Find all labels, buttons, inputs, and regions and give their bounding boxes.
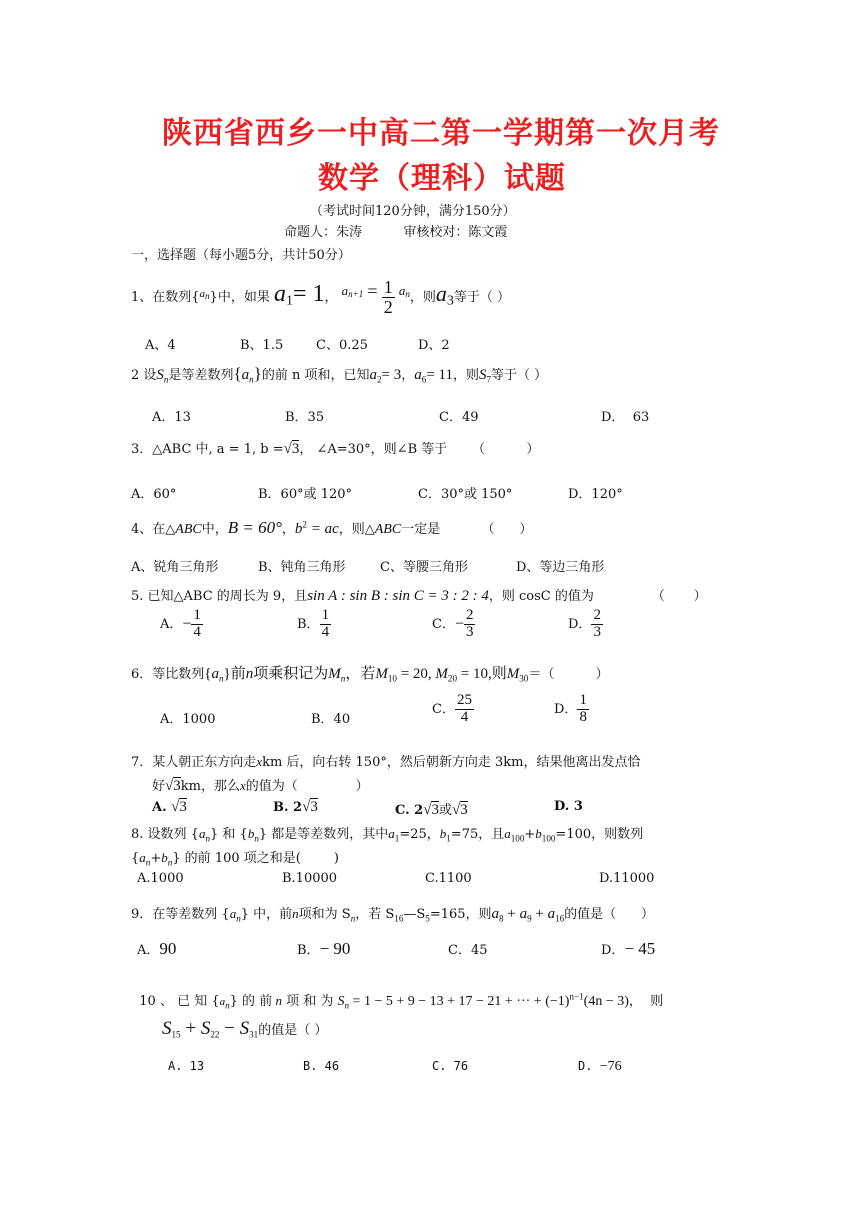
q2-text5: 等于（ ） bbox=[491, 368, 548, 383]
q5-text: 5. 已知△ABC 的周长为 9，且 bbox=[131, 589, 308, 604]
q10-option-b: B. 46 bbox=[303, 1059, 340, 1073]
q9-option-b: B．− 90 bbox=[297, 939, 351, 958]
q2-a2: a bbox=[369, 367, 377, 383]
q1-option-a: A、4 bbox=[145, 338, 176, 353]
q6-option-b: B．40 bbox=[311, 712, 351, 727]
q3-text1: ， ∠A=30°，则∠B 等于 （ ） bbox=[299, 442, 540, 457]
q4-option-d: D、等边三角形 bbox=[516, 560, 605, 575]
q1-an: a bbox=[398, 282, 406, 298]
q1-a3: a bbox=[435, 280, 447, 306]
q2-option-b: B．35 bbox=[285, 410, 325, 425]
q3-option-d: D．120° bbox=[568, 487, 623, 502]
question-7-line2: 好√3km，那么x的值为（ ） bbox=[152, 778, 369, 794]
q4-text: 4、在△ bbox=[131, 522, 176, 537]
question-2: 2 设$S_n$是等差数列$\{a_n\}$的前 n 项和，已知$a_2= 3$，$a_6= 11$，则$S_7$等于（ ） bbox=[131, 364, 548, 385]
q1-text2: }中，如果 bbox=[209, 289, 270, 305]
q3-option-a: A．60° bbox=[131, 487, 177, 502]
q6-text5: ＝（ ） bbox=[528, 667, 609, 682]
q1-a1-eq: = 1 bbox=[292, 280, 325, 307]
q4-text4: 一定是 （ ） bbox=[401, 522, 533, 537]
section-heading: 一，选择题（每小题5分，共计50分） bbox=[131, 248, 351, 263]
exam-info: （考试时间120分钟，满分150分） bbox=[310, 204, 516, 219]
question-1 bbox=[131, 278, 510, 317]
q2-an: a bbox=[241, 367, 250, 383]
q7-option-d: D. 3 bbox=[554, 799, 583, 814]
question-9: 9．在等差数列 $\{a_n\}$ 中，前n项和为 $S_n$，若 $S_{16}—S_5=165$，则$a_8 + a_9 + a_{16}$的值是（ ） bbox=[131, 906, 654, 924]
q3-sqrt: √ bbox=[283, 441, 292, 457]
q2-S7: S bbox=[479, 367, 487, 383]
q1-a1: a bbox=[273, 280, 286, 307]
q3-text: 3．△ABC 中, a = 1, b = bbox=[131, 442, 284, 457]
page-title: 陕西省西乡一中高二第一学期第一次月考 bbox=[162, 116, 720, 151]
q8-option-d: D.11000 bbox=[599, 871, 655, 886]
q1-a1-sub: 1 bbox=[285, 293, 293, 309]
q5-option-c: C．− $\frac{2}{3}$ bbox=[432, 607, 474, 640]
q7-option-b: B. 2√3 bbox=[273, 799, 318, 815]
q2-option-d: D． 63 bbox=[601, 410, 650, 425]
q4-B60: B = 60° bbox=[227, 518, 282, 537]
q5-option-b: B． $\frac{1}{4}$ bbox=[297, 607, 330, 640]
q2-S: S bbox=[156, 367, 164, 383]
q1-an1-sub: n+1 bbox=[348, 288, 364, 299]
q1-text: 1、在数列{ bbox=[131, 289, 200, 305]
q5-sinratio: sin A : sin B : sin C = 3 : 2 : 4 bbox=[307, 588, 489, 604]
authors: 命题人：朱涛 审核校对：陈文霞 bbox=[284, 225, 508, 240]
q9-option-c: C．45 bbox=[448, 943, 488, 958]
q2-text2: 的前 n 项和，已知 bbox=[261, 368, 370, 383]
q1-an-sub: n bbox=[405, 288, 410, 299]
q7-option-c: C. 2√3或√3 bbox=[395, 802, 468, 818]
q4-b2: b bbox=[294, 521, 303, 537]
q5-option-d: D． $\frac{2}{3}$ bbox=[568, 607, 601, 640]
q10-option-a: A. 13 bbox=[168, 1059, 205, 1073]
q4-option-c: C、等腰三角形 bbox=[380, 560, 468, 575]
q1-option-d: D、2 bbox=[418, 338, 450, 353]
q5-option-a: A．− $\frac{1}{4}$ bbox=[160, 607, 201, 640]
page-subtitle: 数学（理科）试题 bbox=[318, 161, 566, 196]
q1-n: n bbox=[205, 290, 210, 301]
q2-option-a: A．13 bbox=[152, 410, 191, 425]
q2-text1: 是等差数列 bbox=[168, 368, 234, 383]
question-7-line1: 7．某人朝正东方向走xkm 后，向右转 150°，然后朝新方向走 3km，结果他离出发点恰 bbox=[131, 754, 641, 770]
q3-option-b: B．60°或 120° bbox=[258, 487, 353, 502]
q6-text: 6．等比数列 bbox=[131, 667, 205, 682]
q6-option-d: D． $\frac{1}{8}$ bbox=[554, 692, 587, 725]
q8-option-a: A.1000 bbox=[137, 871, 184, 886]
question-8-line1: 8. 设数列 $\{a_n\}$ 和 $\{b_n\}$ 都是等差数列，其中$a_1=25$，$b_1=75$，且$a_{100}+b_{100}=100$，则数列 bbox=[131, 826, 644, 844]
q6-option-c: C． $\frac{25}{4}$ bbox=[432, 692, 472, 725]
question-5 bbox=[131, 585, 707, 605]
q1-text4: 等于（ ） bbox=[453, 289, 510, 305]
q8-option-b: B.10000 bbox=[282, 871, 338, 886]
q10-option-c: C. 76 bbox=[432, 1059, 469, 1073]
question-8-line2: $\{a_n+b_n\}$ 的前 100 项之和是( ) bbox=[131, 850, 339, 868]
q2-text: 2 设 bbox=[131, 368, 157, 383]
question-4: 4、在△ABC中，B = 60°，$b^2$ = ac，则△ABC一定是 （ ） bbox=[131, 518, 533, 537]
q1-a: a bbox=[199, 287, 206, 300]
q1-option-c: C、0.25 bbox=[316, 338, 368, 353]
q3-option-c: C．30°或 150° bbox=[418, 487, 513, 502]
q1-an1: a bbox=[341, 282, 349, 298]
q1-then: ，则 bbox=[409, 289, 436, 305]
q7-option-a: A. √3 bbox=[152, 799, 187, 815]
question-10-line1: 10 、 已 知 $\{a_n\}$ 的 前 n 项 和 为 $S_n = 1 - 5 + 9 - 13 + 17 - 21$ + ··· + $(-1)^{n-1}(4n - 3)$， 则 bbox=[139, 991, 664, 1011]
q1-comma: ， bbox=[324, 289, 338, 305]
q8-option-c: C.1100 bbox=[425, 871, 472, 886]
q9-option-d: D．− 45 bbox=[601, 939, 656, 958]
question-10-line2: $S_{15} + S_{22} - S_{31}$的值是（ ） bbox=[162, 1018, 328, 1040]
q1-option-b: B、1.5 bbox=[240, 338, 284, 353]
q1-half: $\frac{1}{2}$ bbox=[383, 277, 393, 317]
question-3: 3．△ABC 中, a = 1, b =√3， ∠A=30°，则∠B 等于 （ ） bbox=[131, 441, 540, 457]
q4-option-a: A、锐角三角形 bbox=[131, 560, 219, 575]
q5-text1: ，则 cosC 的值为 （ ） bbox=[488, 589, 707, 604]
q6-option-a: A．1000 bbox=[160, 712, 216, 727]
question-6: 6．等比数列$\{a_n\}$前n项乘积记为$M_n$，若$M_{10} = 20$, $M_{20} = 10$,则$M_{30}=$（ ） bbox=[131, 664, 609, 684]
q2-a6: a bbox=[414, 367, 422, 383]
q10-option-d: D. −76 bbox=[578, 1059, 622, 1074]
q2-option-c: C．49 bbox=[439, 410, 479, 425]
q1-eq: = bbox=[367, 280, 378, 301]
q2-Sn: n bbox=[163, 374, 169, 385]
q4-option-b: B、钝角三角形 bbox=[258, 560, 346, 575]
q1-a3-sub: 3 bbox=[446, 293, 454, 309]
q9-option-a: A．90 bbox=[137, 939, 177, 958]
